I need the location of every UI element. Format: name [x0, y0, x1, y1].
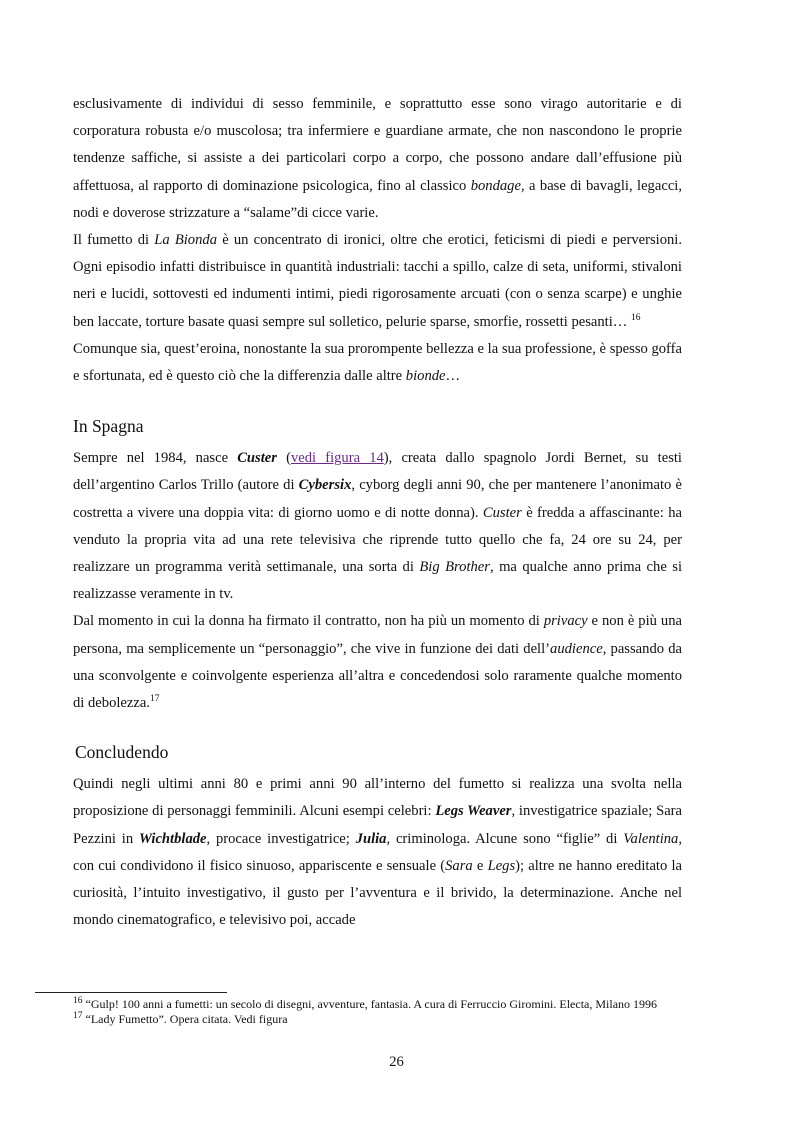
footnote-separator [35, 992, 227, 993]
footnote-16: $^{16}$ “Gulp! 100 anni a fumetti: un secolo di disegni, avventure, fantasia. A cura di Ferruccio Giromini. Electa, Milano 1996 [73, 996, 658, 1011]
footnote-ref-17[interactable]: 17 [149, 694, 160, 705]
paragraph-2: Il fumetto di La Bionda è un concentrato di ironici, oltre che erotici, feticismi di piedi e perversioni. Ogni episodio infatti distribuisce in quantità industriali: tacchi a spillo, calze di seta, uniformi, stivaloni neri e lucidi, sottovesti ed indumenti intimi, piedi rigorosamente arcuati (con o senza scarpe) e unghie ben laccate, torture basate quasi sempre sul solletico, pelurie sparse, smorfie, rossetti pesanti… $^{16}$ [73, 232, 683, 330]
footnote-ref-16[interactable]: 16 [631, 312, 641, 323]
footnote-17: $^{17}$ “Lady Fumetto”. Opera citata. Vedi figura [73, 1011, 288, 1026]
name-custer: Custer [237, 450, 277, 467]
paragraph-4: Sempre nel 1984, nasce Custer (vedi figura 14), creata dallo spagnolo Jordi Bernet, su testi dell’argentino Carlos Trillo (autore di Cybersix, cyborg degli anni 90, che per mantenere l’anonimato è costretta a vivere una doppia vita: di giorno uomo e di notte donna). Custer è fredda a affascinante: ha venduto la propria vita ad una rete televisiva che riprende tutto quello che fa, 24 ore su 24, per realizzare un programma verità settimanale, una sorta di Big Brother, ma qualche anno prima che si realizzasse veramente in tv. [73, 450, 682, 603]
name-cybersix: Cybersix [298, 477, 352, 494]
page-number: 26 [389, 1054, 404, 1070]
title-la-bionda: La Bionda [154, 232, 217, 249]
section-heading-concludendo: Concludendo [75, 742, 169, 763]
section-heading-spagna: In Spagna [73, 416, 144, 437]
footnotes [73, 997, 682, 1027]
paragraph-1: esclusivamente di individui di sesso femminile, e soprattutto esse sono virago autoritarie e di corporatura robusta e/o muscolosa; tra infermiere e guardiane armate, che non nascondono le proprie tendenze saffiche, si assiste a dei particolari corpo a corpo, che possono andare dall’effusione più affettuosa, al rapporto di dominazione psicologica, fino al classico bondage, a base di bavagli, legacci, nodi e doverose strizzature a “salame”di cicce varie. [73, 96, 682, 221]
term-bondage: bondage [470, 177, 521, 194]
body-text [73, 91, 682, 934]
figure-link[interactable]: vedi figura 14 [290, 450, 384, 467]
paragraph-3: Comunque sia, quest’eroina, nonostante la sua prorompente bellezza e la sua professione, è spesso goffa e sfortunata, ed è questo ciò che la differenzia dalle altre bionde… [73, 340, 682, 385]
paragraph-6: Quindi negli ultimi anni 80 e primi anni 90 all’interno del fumetto si realizza una svolta nella proposizione di personaggi femminili. Alcuni esempi celebri: Legs Weaver, investigatrice spaziale; Sara Pezzini in Wichtblade, procace investigatrice; Julia, criminologa. Alcune sono “figlie” di Valentina, con cui condividono il fisico sinuoso, appariscente e sensuale (Sara e Legs); altre ne hanno ereditato la curiosità, l’intuito investigativo, il gusto per l’avventura e il brivido, la determinazione. Anche nel mondo cinematografico, e televisivo poi, accade [73, 776, 683, 929]
paragraph-5: Dal momento in cui la donna ha firmato il contratto, non ha più un momento di privacy e non è più una persona, ma semplicemente un “personaggio”, che vive in funzione dei dati dell’audience, passando da una sconvolgente e coinvolgente esperienza all’altra e concedendosi solo raramente qualche momento di debolezza.$^{17}$ [73, 613, 682, 712]
